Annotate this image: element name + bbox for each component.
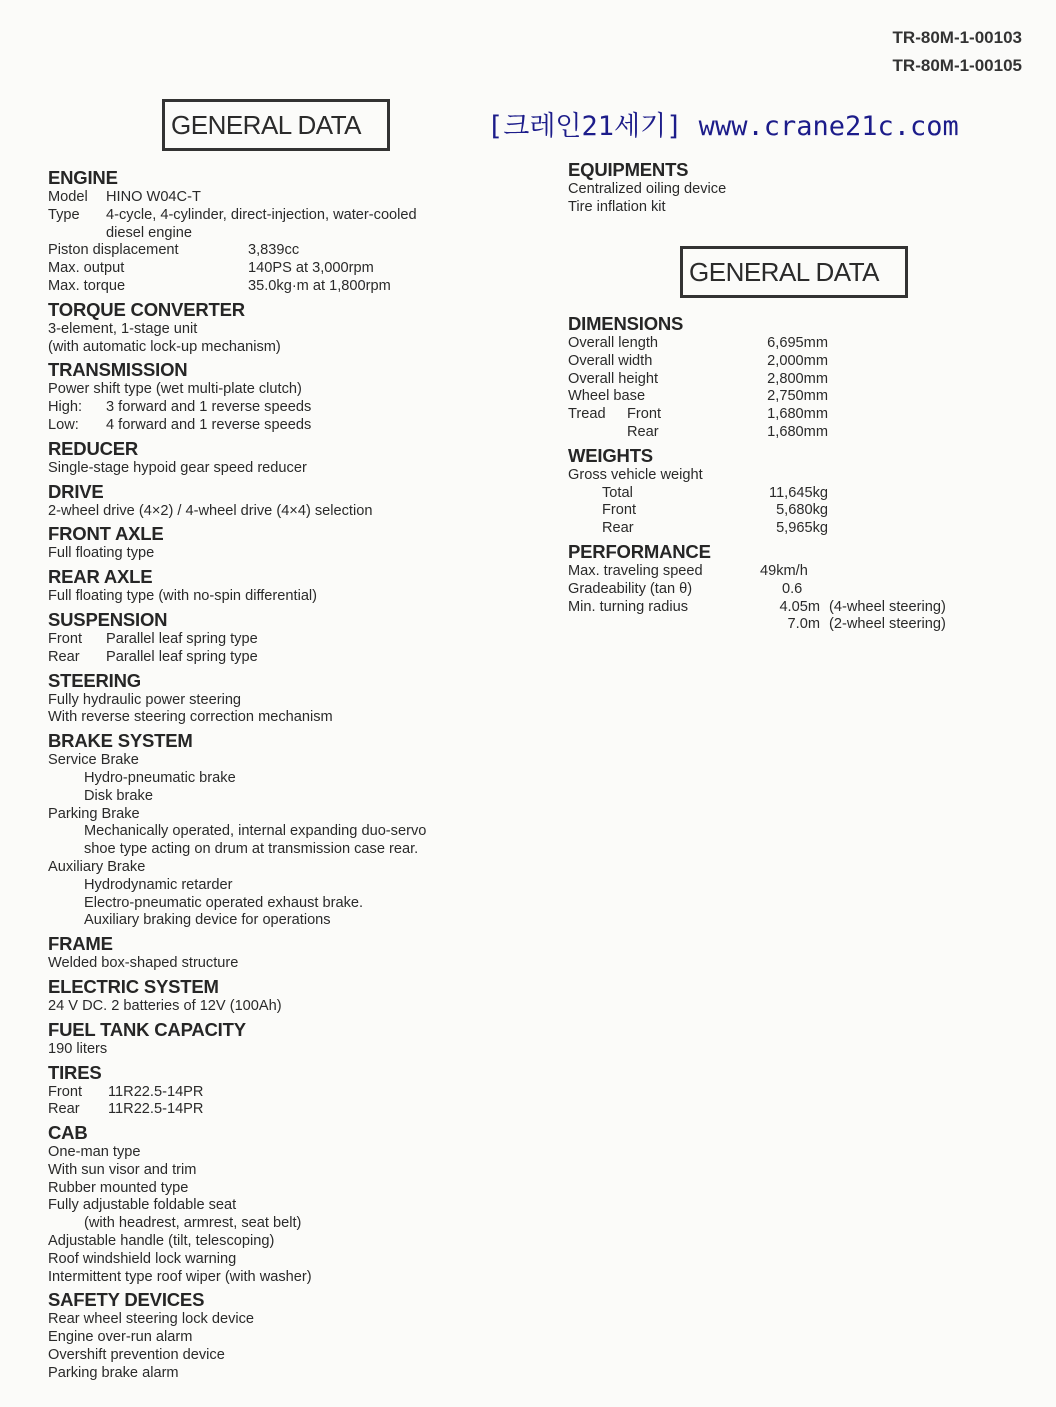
total-weight-value: 11,645kg (769, 484, 828, 501)
parking-brake: Parking Brake (48, 805, 140, 822)
rear-weight-value: 5,965kg (776, 520, 828, 537)
auxiliary-brake-1: Hydrodynamic retarder (84, 876, 233, 893)
auxiliary-brake-2: Electro-pneumatic operated exhaust brake. (84, 894, 364, 911)
reducer-line-1: Single-stage hypoid gear speed reducer (48, 459, 307, 476)
gross-weight-label: Gross vehicle weight (568, 466, 703, 483)
piston-value: 3,839cc (248, 242, 300, 259)
auxiliary-brake-3: Auxiliary braking device for operations (84, 912, 331, 929)
front-axle-heading: FRONT AXLE (48, 523, 164, 545)
front-weight-value: 5,680kg (776, 502, 828, 519)
width-value: 2,000mm (767, 352, 828, 369)
cab-line-1: One-man type (48, 1144, 141, 1161)
torque-converter-heading: TORQUE CONVERTER (48, 298, 245, 320)
equipments-section (568, 156, 1028, 217)
transmission-low-label: Low: (48, 416, 79, 433)
width-label: Overall width (568, 352, 653, 369)
left-column (48, 164, 518, 1383)
wheelbase-value: 2,750mm (767, 388, 828, 405)
engine-model-label: Model (48, 189, 88, 205)
service-brake-2: Disk brake (84, 787, 153, 804)
electric-line-1: 24 V DC. 2 batteries of 12V (100Ah) (48, 997, 282, 1014)
engine-type-value: 4-cycle, 4-cylinder, direct-injection, water-cooled (106, 206, 417, 223)
rear-axle-line-1: Full floating type (with no-spin differential) (48, 588, 318, 605)
safety-line-4: Parking brake alarm (48, 1364, 179, 1381)
length-label: Overall length (568, 335, 659, 351)
speed-label: Max. traveling speed (568, 562, 703, 579)
weights-heading: WEIGHTS (568, 444, 653, 466)
cab-line-5: Adjustable handle (tilt, telescoping) (48, 1233, 275, 1250)
doc-id-2: TR-80M-1-00105 (892, 56, 1022, 75)
front-axle-line-1: Full floating type (48, 545, 155, 562)
tread-rear-value: 1,680mm (767, 423, 828, 440)
engine-type-value-cont: diesel engine (106, 224, 193, 241)
reducer-heading: REDUCER (48, 437, 139, 459)
engine-heading: ENGINE (48, 167, 118, 188)
doc-id-1: TR-80M-1-00103 (892, 28, 1022, 47)
steering-line-1: Fully hydraulic power steering (48, 691, 242, 708)
cab-line-2: With sun visor and trim (48, 1161, 197, 1178)
brake-heading: BRAKE SYSTEM (48, 730, 193, 752)
drive-line-1: 2-wheel drive (4×2) / 4-wheel drive (4×4) selection (48, 502, 373, 519)
wheelbase-label: Wheel base (568, 388, 646, 405)
document-ids (893, 24, 1022, 80)
total-weight-label: Total (602, 484, 633, 501)
grade-value: 0.6 (782, 580, 803, 597)
cab-seat-sub: (with headrest, armrest, seat belt) (84, 1215, 302, 1232)
auxiliary-brake: Auxiliary Brake (48, 858, 146, 875)
suspension-front-value: Parallel leaf spring type (106, 630, 258, 647)
cab-line-4: Fully adjustable foldable seat (48, 1197, 237, 1214)
safety-line-2: Engine over-run alarm (48, 1329, 193, 1346)
engine-model-value: HINO W04C-T (106, 189, 201, 205)
height-label: Overall height (568, 370, 659, 387)
tires-front-label: Front (48, 1083, 83, 1100)
speed-value: 49km/h (760, 562, 808, 579)
dimensions-heading: DIMENSIONS (568, 313, 684, 334)
equipments-line-1: Centralized oiling device (568, 181, 727, 197)
fuel-heading: FUEL TANK CAPACITY (48, 1018, 246, 1040)
turn-note-1: (4-wheel steering) (829, 598, 946, 615)
torque-value: 35.0kg·m at 1,800rpm (248, 277, 391, 294)
transmission-heading: TRANSMISSION (48, 359, 188, 381)
tires-front-value: 11R22.5-14PR (108, 1083, 204, 1100)
engine-type-label: Type (48, 206, 80, 223)
tread-rear-label: Rear (627, 423, 659, 440)
output-value: 140PS at 3,000rpm (248, 260, 374, 277)
frame-line-1: Welded box-shaped structure (48, 955, 239, 972)
transmission-high-label: High: (48, 399, 83, 416)
turn-label: Min. turning radius (568, 598, 689, 615)
steering-line-2: With reverse steering correction mechanism (48, 709, 333, 726)
right-spec-column (568, 310, 1038, 634)
service-brake: Service Brake (48, 752, 139, 769)
suspension-heading: SUSPENSION (48, 608, 168, 630)
frame-heading: FRAME (48, 933, 113, 955)
tread-front-value: 1,680mm (767, 406, 828, 423)
suspension-rear-label: Rear (48, 648, 80, 665)
output-label: Max. output (48, 260, 125, 277)
tires-heading: TIRES (48, 1061, 102, 1083)
cab-line-7: Intermittent type roof wiper (with washer) (48, 1268, 312, 1285)
suspension-front-label: Front (48, 630, 83, 647)
height-value: 2,800mm (767, 370, 828, 387)
torque-label: Max. torque (48, 277, 126, 294)
transmission-high-value: 3 forward and 1 reverse speeds (106, 399, 312, 416)
parking-brake-2: shoe type acting on drum at transmission case rear. (84, 841, 419, 858)
piston-label: Piston displacement (48, 242, 179, 259)
length-value: 6,695mm (767, 335, 828, 351)
front-weight-label: Front (602, 502, 637, 519)
equipments-heading: EQUIPMENTS (568, 159, 689, 180)
page-title-right: GENERAL DATA (680, 246, 908, 298)
fuel-line-1: 190 liters (48, 1040, 108, 1057)
parking-brake-1: Mechanically operated, internal expanding duo-servo (84, 823, 427, 840)
grade-label: Gradeability (tan θ) (568, 580, 693, 597)
tread-front-label: Front (627, 406, 662, 423)
cab-line-3: Rubber mounted type (48, 1179, 189, 1196)
electric-heading: ELECTRIC SYSTEM (48, 975, 219, 997)
suspension-rear-value: Parallel leaf spring type (106, 648, 258, 665)
torque-converter-line-2: (with automatic lock-up mechanism) (48, 338, 281, 355)
safety-line-3: Overshift prevention device (48, 1347, 225, 1364)
tires-rear-value: 11R22.5-14PR (108, 1101, 204, 1118)
turn-value-2: 7.0m (787, 616, 820, 633)
watermark: [크레인21세기] www.crane21c.com (487, 111, 959, 142)
cab-line-6: Roof windshield lock warning (48, 1250, 237, 1267)
tread-label: Tread (568, 406, 606, 423)
tires-rear-label: Rear (48, 1101, 80, 1118)
page-title-left: GENERAL DATA (162, 99, 390, 151)
safety-heading: SAFETY DEVICES (48, 1289, 205, 1311)
rear-axle-heading: REAR AXLE (48, 566, 153, 588)
rear-weight-label: Rear (602, 520, 634, 537)
drive-heading: DRIVE (48, 480, 104, 502)
transmission-low-value: 4 forward and 1 reverse speeds (106, 416, 312, 433)
turn-note-2: (2-wheel steering) (829, 616, 946, 633)
safety-line-1: Rear wheel steering lock device (48, 1311, 255, 1328)
transmission-line-1: Power shift type (wet multi-plate clutch) (48, 381, 302, 398)
equipments-line-2: Tire inflation kit (568, 198, 666, 215)
turn-value-1: 4.05m (779, 598, 820, 615)
cab-heading: CAB (48, 1122, 88, 1144)
service-brake-1: Hydro-pneumatic brake (84, 769, 236, 786)
torque-converter-line-1: 3-element, 1-stage unit (48, 320, 198, 337)
steering-heading: STEERING (48, 669, 141, 691)
performance-heading: PERFORMANCE (568, 540, 711, 562)
